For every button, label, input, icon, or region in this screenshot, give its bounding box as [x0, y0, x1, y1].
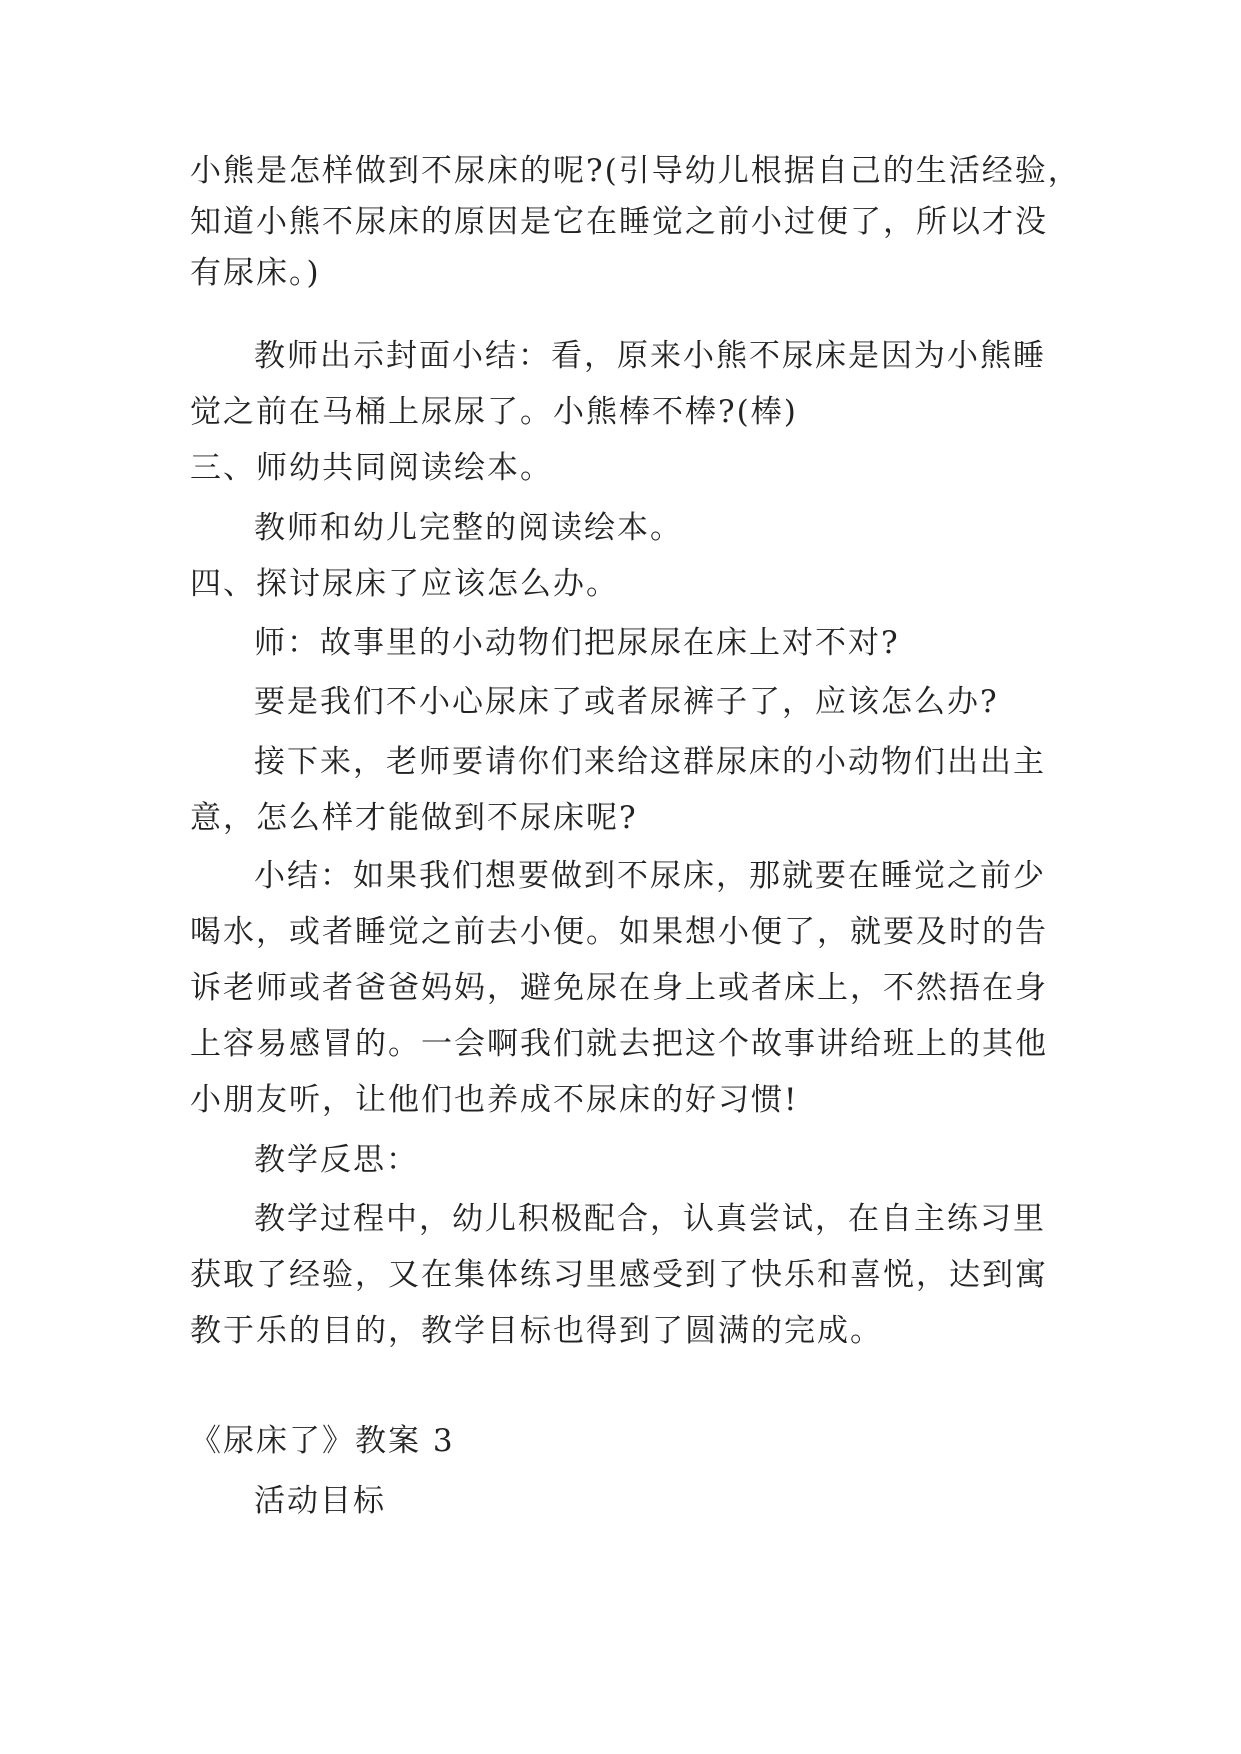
- paragraph-line: 接下来，老师要请你们来给这群尿床的小动物们出出主: [254, 744, 1046, 780]
- paragraph-line: 小熊是怎样做到不尿床的呢?(引导幼儿根据自己的生活经验，: [190, 153, 1081, 189]
- section-heading: 活动目标: [254, 1483, 386, 1519]
- paragraph-line: 上容易感冒的。一会啊我们就去把这个故事讲给班上的其他: [190, 1026, 1048, 1062]
- paragraph-line: 觉之前在马桶上尿尿了。小熊棒不棒?(棒): [190, 394, 798, 430]
- paragraph-line: 意，怎么样才能做到不尿床呢?: [190, 800, 638, 836]
- section-heading: 四、探讨尿床了应该怎么办。: [190, 566, 619, 602]
- paragraph-line: 要是我们不小心尿床了或者尿裤子了，应该怎么办?: [254, 684, 999, 720]
- paragraph-line: 有尿床。): [190, 255, 321, 291]
- paragraph-line: 师：故事里的小动物们把尿尿在床上对不对?: [254, 625, 900, 661]
- paragraph-line: 教师和幼儿完整的阅读绘本。: [254, 510, 683, 546]
- paragraph-line: 小朋友听，让他们也养成不尿床的好习惯!: [190, 1082, 799, 1118]
- paragraph-line: 获取了经验，又在集体练习里感受到了快乐和喜悦，达到寓: [190, 1257, 1048, 1293]
- paragraph-line: 喝水，或者睡觉之前去小便。如果想小便了，就要及时的告: [190, 914, 1048, 950]
- paragraph-line: 教于乐的目的，教学目标也得到了圆满的完成。: [190, 1313, 883, 1349]
- paragraph-line: 知道小熊不尿床的原因是它在睡觉之前小过便了，所以才没: [190, 204, 1048, 240]
- paragraph-line: 教学反思：: [254, 1142, 419, 1178]
- section-heading: 三、师幼共同阅读绘本。: [190, 450, 553, 486]
- paragraph-line: 教师出示封面小结：看，原来小熊不尿床是因为小熊睡: [254, 338, 1046, 374]
- document-title: 《尿床了》教案 3: [190, 1423, 455, 1459]
- paragraph-line: 诉老师或者爸爸妈妈，避免尿在身上或者床上，不然捂在身: [190, 970, 1048, 1006]
- paragraph-line: 小结：如果我们想要做到不尿床，那就要在睡觉之前少: [254, 858, 1046, 894]
- paragraph-line: 教学过程中，幼儿积极配合，认真尝试，在自主练习里: [254, 1201, 1046, 1237]
